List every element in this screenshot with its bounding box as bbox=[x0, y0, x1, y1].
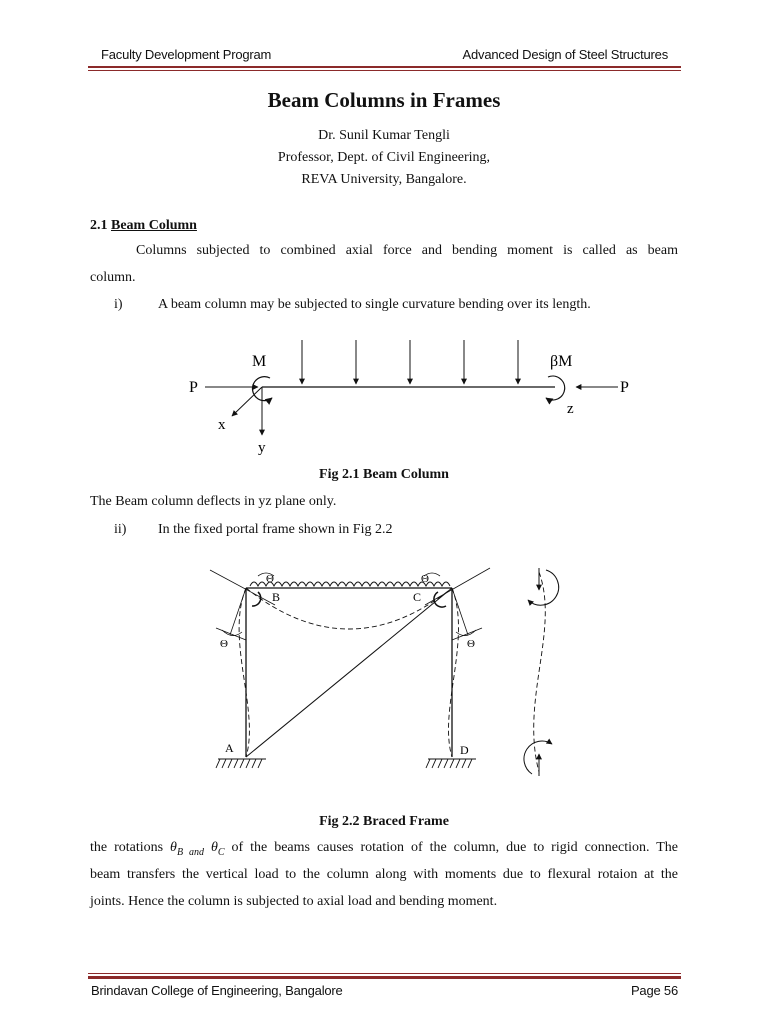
list-marker-2: ii) bbox=[114, 522, 127, 537]
label-M: M bbox=[252, 353, 267, 370]
fixed-support-A bbox=[216, 759, 266, 768]
label-betaM: βM bbox=[550, 353, 573, 370]
header-rule-thin bbox=[88, 70, 681, 71]
label-C: C bbox=[413, 590, 422, 604]
udl-waves bbox=[250, 582, 450, 586]
theta-c-symbol: $\theta_C$ bbox=[210, 840, 225, 858]
theta-label-left: Θ bbox=[220, 638, 228, 650]
label-D: D bbox=[460, 743, 469, 757]
fixed-support-D bbox=[426, 759, 476, 768]
label-B: B bbox=[272, 590, 281, 604]
theta-b-symbol: $\theta_{B and}$ bbox=[170, 840, 205, 858]
deflected-column-right bbox=[449, 588, 459, 757]
author-institution: REVA University, Bangalore. bbox=[301, 172, 467, 187]
rotations-line2: beam transfers the vertical load to the column along with moments due to flexural rotaion at the bbox=[90, 867, 678, 882]
rotations-line1 bbox=[90, 840, 678, 858]
page-title: Beam Columns in Frames bbox=[267, 88, 501, 112]
fig1-caption: Fig 2.1 Beam Column bbox=[319, 467, 449, 482]
load-arrows bbox=[302, 340, 518, 384]
section-title: Beam Column bbox=[111, 218, 197, 233]
label-z: z bbox=[567, 401, 574, 417]
footer-left: Brindavan College of Engineering, Bangalore bbox=[91, 983, 343, 998]
isolated-column-bottom-moment bbox=[524, 741, 552, 774]
moment-right-arrow bbox=[546, 376, 565, 400]
section-heading bbox=[90, 218, 197, 234]
braced-frame-figure bbox=[0, 560, 768, 800]
intro-paragraph-line1: Columns subjected to combined axial force and bending moment is called as beam bbox=[136, 243, 678, 258]
label-P-left: P bbox=[189, 379, 198, 396]
list-item-1: A beam column may be subjected to single curvature bending over its length. bbox=[158, 297, 591, 312]
x-axis-arrow bbox=[232, 387, 262, 416]
frame-members bbox=[246, 588, 452, 757]
footer-rule-thin bbox=[88, 973, 681, 974]
header-rule bbox=[88, 66, 681, 68]
intro-paragraph-line2: column. bbox=[90, 270, 136, 285]
label-A: A bbox=[225, 741, 234, 755]
label-y: y bbox=[258, 440, 266, 456]
header-left: Faculty Development Program bbox=[101, 47, 272, 62]
rotations-line3: joints. Hence the column is subjected to axial load and bending moment. bbox=[90, 894, 498, 909]
list-marker-1: i) bbox=[114, 297, 123, 312]
footer-rule bbox=[88, 976, 681, 979]
label-x: x bbox=[218, 417, 226, 433]
deflected-column-left bbox=[239, 588, 249, 757]
header-right: Advanced Design of Steel Structures bbox=[462, 47, 668, 62]
author-name: Dr. Sunil Kumar Tengli bbox=[318, 128, 450, 143]
beam-column-figure bbox=[0, 340, 768, 460]
deflection-text: The Beam column deflects in yz plane only. bbox=[90, 494, 337, 509]
theta-label-right: Θ bbox=[467, 638, 475, 650]
section-number: 2.1 bbox=[90, 218, 108, 233]
theta-label-top-right: Θ bbox=[421, 573, 429, 585]
label-P-right: P bbox=[620, 379, 629, 396]
list-item-2: In the fixed portal frame shown in Fig 2.2 bbox=[158, 522, 393, 537]
rotations-post: of the beams causes rotation of the column, due to rigid connection. The bbox=[231, 840, 678, 855]
theta-label-top-left: Θ bbox=[266, 573, 274, 585]
page-number: Page 56 bbox=[630, 983, 678, 998]
rotations-pre: the rotations bbox=[90, 840, 164, 855]
author-designation: Professor, Dept. of Civil Engineering, bbox=[277, 150, 491, 165]
fig2-caption: Fig 2.2 Braced Frame bbox=[319, 814, 449, 829]
